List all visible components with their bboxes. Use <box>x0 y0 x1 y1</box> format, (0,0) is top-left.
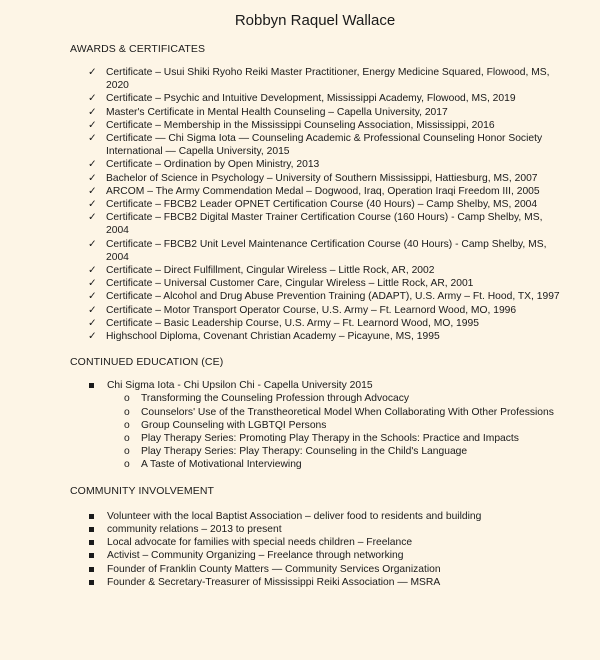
ce-sublist <box>70 392 560 471</box>
list-item: ✓ Certificate – Usui Shiki Ryoho Reiki Master Practitioner, Energy Medicine Squared, Flowood, MS, 2020 <box>88 67 550 92</box>
list-item: o Counselors' Use of the Transtheoretical Model When Collaborating With Other Professions <box>124 406 554 418</box>
list-item: o Transforming the Counseling Profession through Advocacy <box>124 393 410 405</box>
checkmark-icon: ✓ <box>88 317 97 329</box>
circle-bullet-icon: o <box>124 419 130 431</box>
checkmark-icon: ✓ <box>88 106 97 118</box>
checkmark-icon: ✓ <box>88 212 97 224</box>
list-item: ✓ Master's Certificate in Mental Health Counseling – Capella University, 2017 <box>88 106 448 118</box>
checkmark-icon: ✓ <box>88 67 97 78</box>
circle-bullet-icon: o <box>124 393 130 405</box>
list-item: ✓ Bachelor of Science in Psychology – University of Southern Mississippi, Hattiesburg, MS, 2007 <box>88 172 538 184</box>
checkmark-icon: ✓ <box>88 278 97 290</box>
square-bullet-icon <box>89 527 94 532</box>
list-item: community relations – 2013 to present <box>70 523 560 536</box>
checkmark-icon: ✓ <box>88 199 97 211</box>
list-item: Volunteer with the local Baptist Association – deliver food to residents and building <box>70 510 560 523</box>
list-item: ✓ Certificate – Universal Customer Care, Cingular Wireless – Little Rock, AR, 2001 <box>88 278 474 290</box>
square-bullet-icon <box>89 580 94 585</box>
list-item: ✓ Certificate – Ordination by Open Ministry, 2013 <box>88 159 320 171</box>
ce-list <box>70 379 560 392</box>
community-list <box>70 510 560 589</box>
list-item: Founder & Secretary-Treasurer of Mississippi Reiki Association — MSRA <box>70 576 560 589</box>
list-item: Local advocate for families with special needs children – Freelance <box>70 536 560 549</box>
list-item: ✓ Certificate – Alcohol and Drug Abuse Prevention Training (ADAPT), U.S. Army – Ft. Hood, TX, 1997 <box>88 291 560 303</box>
circle-bullet-icon: o <box>124 446 130 458</box>
checkmark-icon: ✓ <box>88 185 97 197</box>
page-title: Robbyn Raquel Wallace <box>234 12 396 29</box>
circle-bullet-icon: o <box>124 433 130 445</box>
community-heading: COMMUNITY INVOLVEMENT <box>70 484 215 497</box>
list-item: Activist – Community Organizing – Freelance through networking <box>70 549 560 562</box>
list-item: o Play Therapy Series: Play Therapy: Counseling in the Child's Language <box>124 446 468 458</box>
checkmark-icon: ✓ <box>88 119 97 131</box>
checkmark-icon: ✓ <box>88 159 97 171</box>
checkmark-icon: ✓ <box>88 291 97 303</box>
square-bullet-icon <box>89 383 94 388</box>
checkmark-icon: ✓ <box>88 133 97 145</box>
checkmark-icon: ✓ <box>88 265 97 277</box>
ce-heading: CONTINUED EDUCATION (CE) <box>70 356 224 369</box>
list-item: ✓ Certificate – Psychic and Intuitive Development, Mississippi Academy, Flowood, MS, 2019 <box>88 93 516 105</box>
list-item: ✓ Certificate — Chi Sigma Iota — Counseling Academic & Professional Counseling Honor Society International — Capella University, 2015 <box>88 133 543 158</box>
square-bullet-icon <box>89 540 94 545</box>
list-item: o Play Therapy Series: Promoting Play Therapy in the Schools: Practice and Impacts <box>124 433 519 445</box>
awards-list <box>70 66 560 343</box>
list-item: Founder of Franklin County Matters — Community Services Organization <box>70 563 560 576</box>
checkmark-icon: ✓ <box>88 331 97 343</box>
list-item: ✓ Certificate – Motor Transport Operator Course, U.S. Army – Ft. Learnord Wood, MO, 1996 <box>88 304 517 316</box>
list-item: o A Taste of Motivational Interviewing <box>124 459 302 471</box>
square-bullet-icon <box>89 567 94 572</box>
checkmark-icon: ✓ <box>88 304 97 316</box>
list-item: ✓ Highschool Diploma, Covenant Christian Academy – Picayune, MS, 1995 <box>88 331 440 343</box>
list-item: ✓ Certificate – Direct Fulfillment, Cingular Wireless – Little Rock, AR, 2002 <box>88 265 435 277</box>
checkmark-icon: ✓ <box>88 93 97 105</box>
checkmark-icon: ✓ <box>88 172 97 184</box>
checkmark-icon: ✓ <box>88 238 97 250</box>
circle-bullet-icon: o <box>124 406 130 418</box>
circle-bullet-icon: o <box>124 459 130 471</box>
awards-heading: AWARDS & CERTIFICATES <box>70 43 206 55</box>
square-bullet-icon <box>89 514 94 519</box>
list-item: ✓ Certificate – Membership in the Mississippi Counseling Association, Mississippi, 2016 <box>88 119 495 131</box>
list-item: ✓ ARCOM – The Army Commendation Medal – Dogwood, Iraq, Operation Iraqi Freedom III, 2005 <box>88 185 540 197</box>
list-item: ✓ Certificate – FBCB2 Digital Master Trainer Certification Course (160 Hours) - Camp Shelby, MS, 2004 <box>88 212 543 237</box>
list-item: ✓ Certificate – FBCB2 Unit Level Maintenance Certification Course (40 Hours) - Camp Shelby, MS, 2004 <box>88 238 547 263</box>
list-item: ✓ Certificate – Basic Leadership Course, U.S. Army – Ft. Learnord Wood, MO, 1995 <box>88 317 479 329</box>
list-item: Chi Sigma Iota - Chi Upsilon Chi - Capella University 2015 <box>70 379 560 392</box>
square-bullet-icon <box>89 553 94 558</box>
list-item: o Group Counseling with LGBTQI Persons <box>124 419 327 431</box>
list-item: ✓ Certificate – FBCB2 Leader OPNET Certification Course (40 Hours) – Camp Shelby, MS, 2004 <box>88 199 538 211</box>
